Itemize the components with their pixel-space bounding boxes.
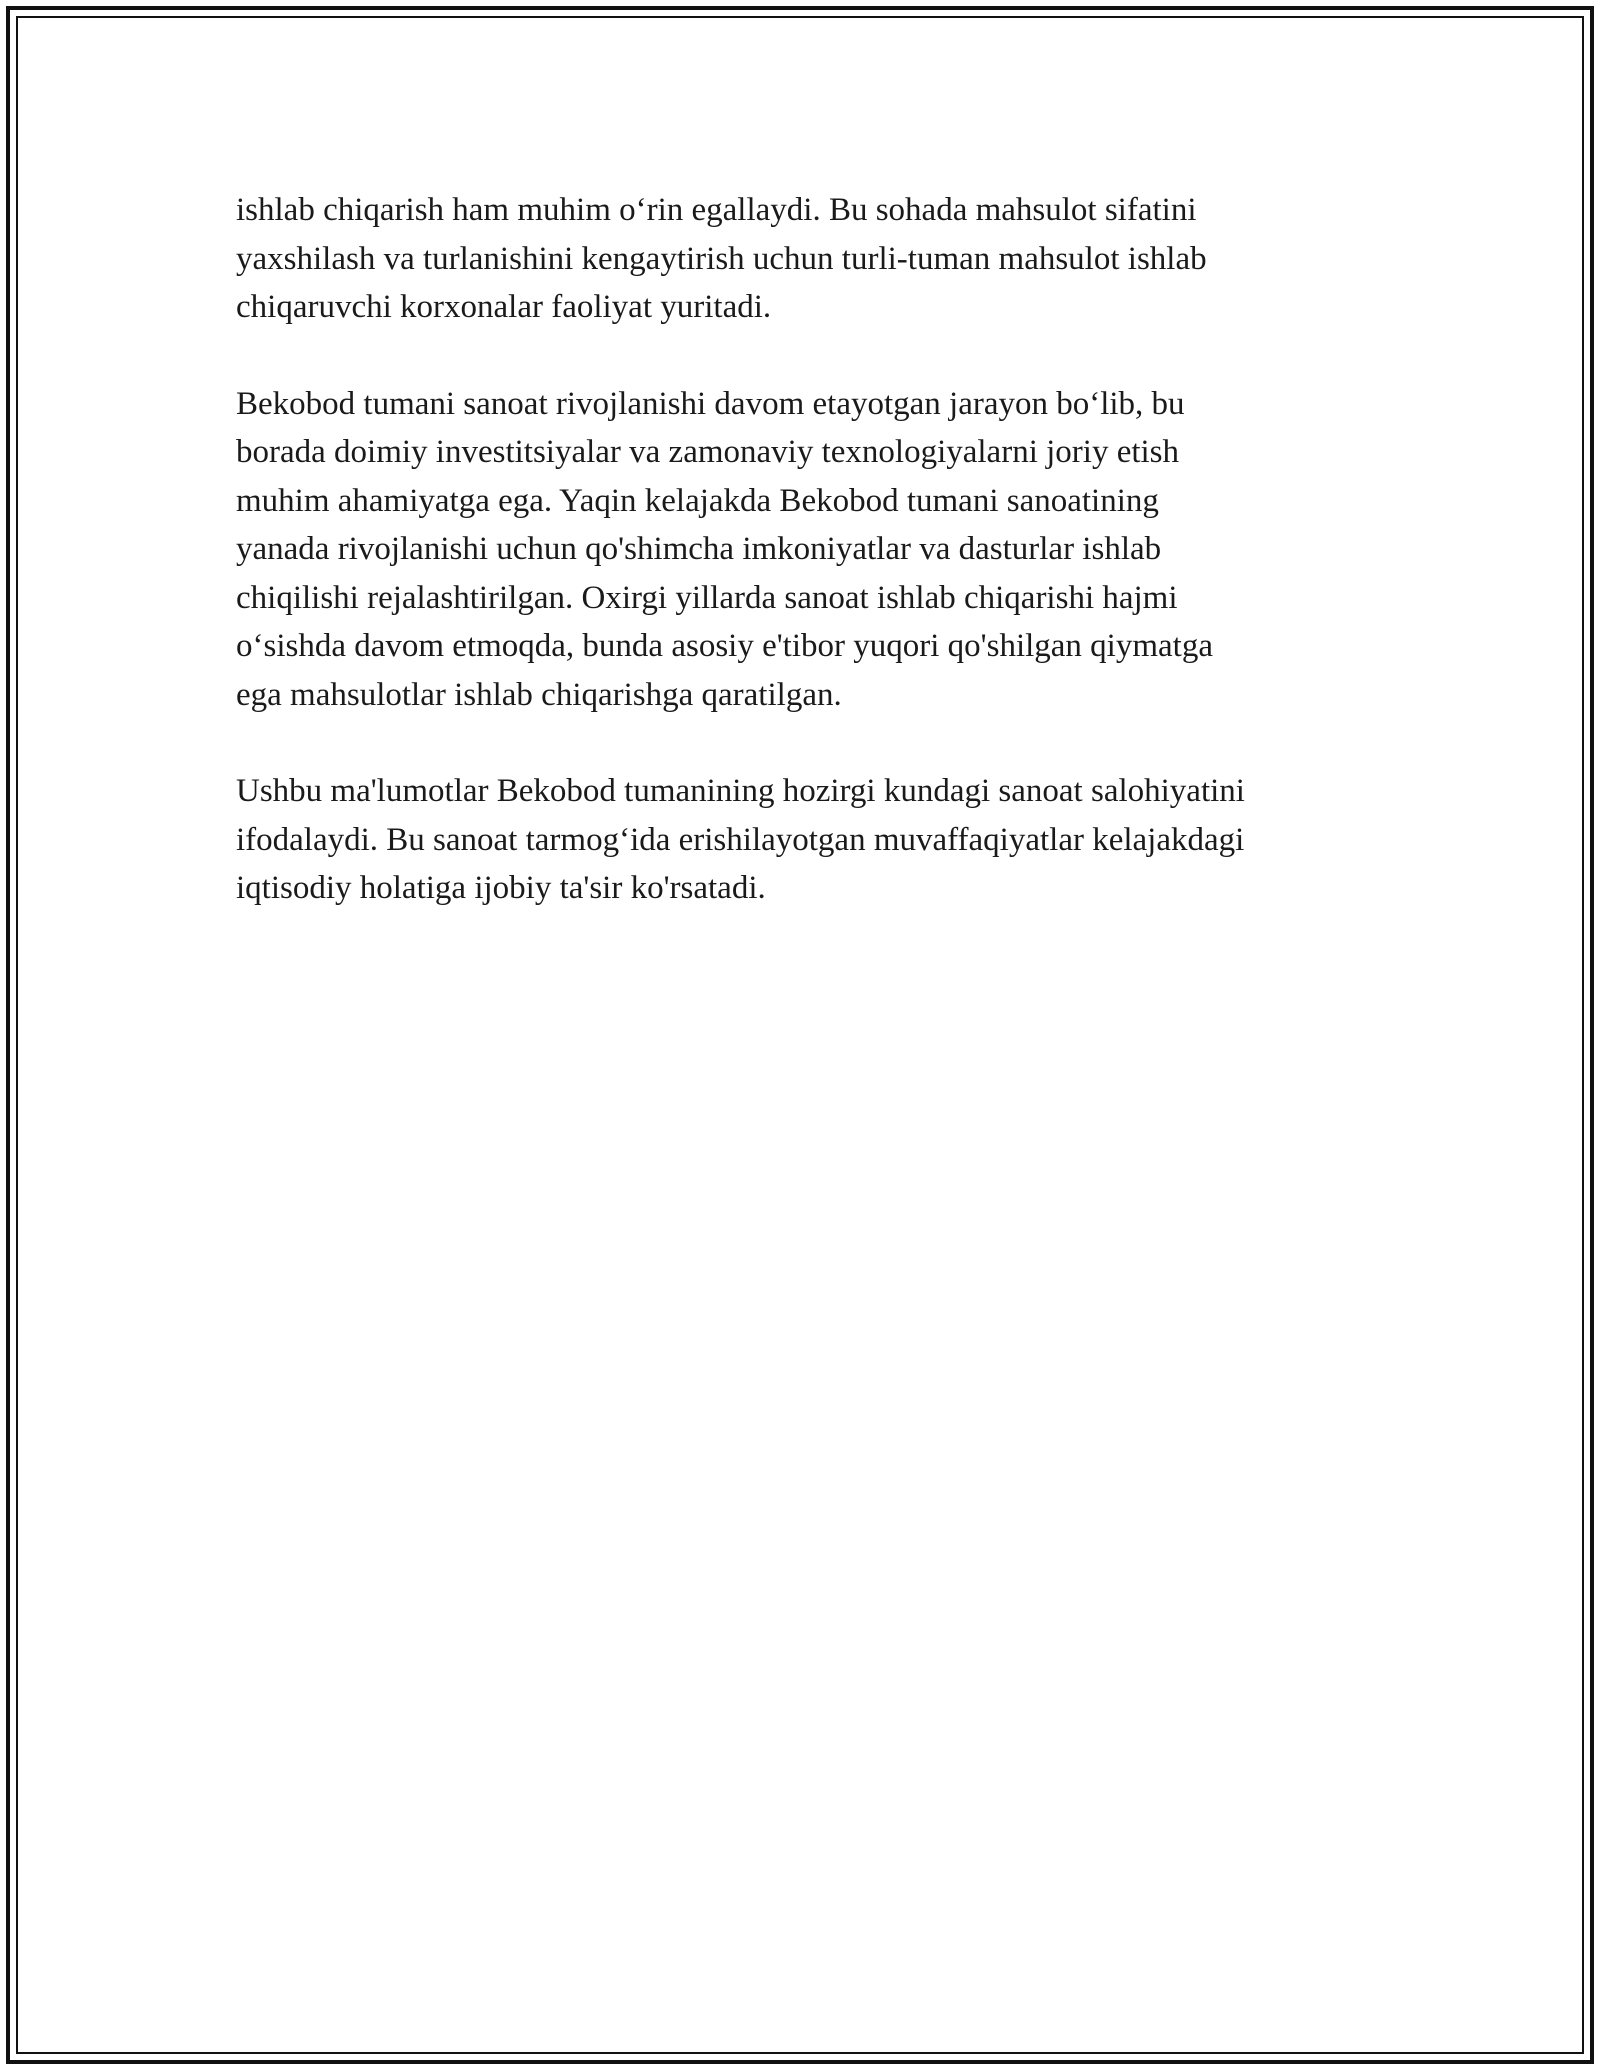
text-line: ifodalaydi. Bu sanoat tarmog‘ida erishilayotgan muvaffaqiyatlar kelajakdagi [236, 821, 1245, 858]
paragraph-2 [236, 380, 1386, 720]
text-line: ishlab chiqarish ham muhim o‘rin egallaydi. Bu sohada mahsulot sifatini [236, 192, 1197, 228]
text-line: o‘sishda davom etmoqda, bunda asosiy e'tibor yuqori qo'shilgan qiymatga [236, 628, 1213, 664]
text-line: yanada rivojlanishi uchun qo'shimcha imkoniyatlar va dasturlar ishlab [236, 531, 1162, 567]
paragraph-3 [236, 767, 1386, 913]
text-line: yaxshilash va turlanishini kengaytirish uchun turli-tuman mahsulot ishlab [236, 240, 1207, 277]
text-line: Bekobod tumani sanoat rivojlanishi davom etayotgan jarayon bo‘lib, bu [236, 385, 1185, 422]
text-line: iqtisodiy holatiga ijobiy ta'sir ko'rsatadi. [236, 870, 766, 906]
text-line: ega mahsulotlar ishlab chiqarishga qaratilgan. [236, 676, 842, 713]
text-line: chiqaruvchi korxonalar faoliyat yuritadi. [236, 289, 772, 325]
text-line: muhim ahamiyatga ega. Yaqin kelajakda Bekobod tumani sanoatining [236, 482, 1159, 519]
text-line: borada doimiy investitsiyalar va zamonaviy texnologiyalarni joriy etish [236, 434, 1180, 470]
document-body [236, 186, 1386, 961]
text-line: chiqilishi rejalashtirilgan. Oxirgi yillarda sanoat ishlab chiqarishi hajmi [236, 579, 1178, 616]
text-line: Ushbu ma'lumotlar Bekobod tumanining hozirgi kundagi sanoat salohiyatini [236, 773, 1245, 809]
paragraph-1 [236, 186, 1386, 332]
